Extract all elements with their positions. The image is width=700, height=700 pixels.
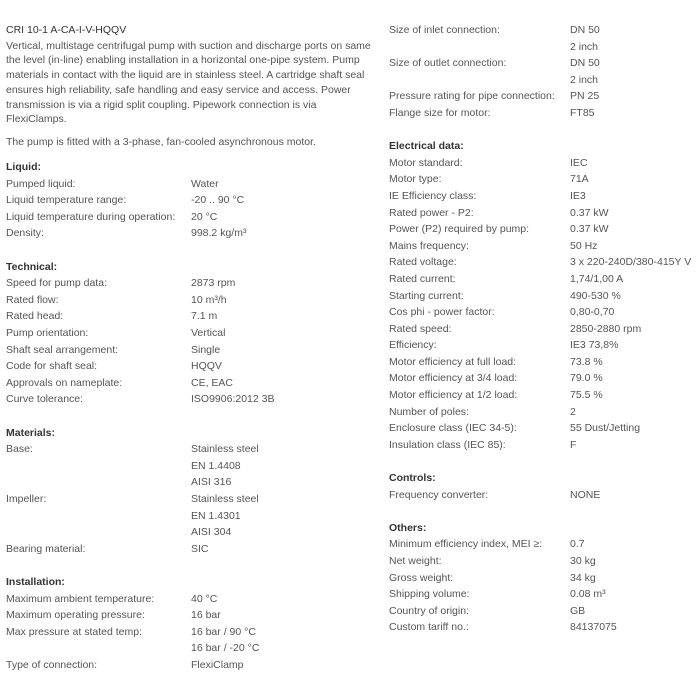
spec-value xyxy=(570,536,585,553)
spec-value-line: Single xyxy=(191,343,221,356)
spec-label: Efficiency: xyxy=(389,339,437,352)
spec-value-line: IE3 73,8% xyxy=(570,339,619,352)
spec-value xyxy=(570,337,618,354)
spec-row xyxy=(389,387,700,404)
spec-value xyxy=(570,22,600,55)
spec-value-line: AISI 304 xyxy=(191,526,232,539)
spec-row xyxy=(6,657,372,674)
spec-label: Base: xyxy=(6,443,33,456)
spec-label: Enclosure class (IEC 34-5): xyxy=(389,422,517,435)
spec-label: Shipping volume: xyxy=(389,588,470,601)
spec-value-line: AISI 316 xyxy=(191,476,232,489)
spec-value-line: F xyxy=(570,438,577,451)
spec-label: Maximum operating pressure: xyxy=(6,609,145,622)
spec-label: Impeller: xyxy=(6,492,47,505)
spec-label: Pumped liquid: xyxy=(6,177,76,190)
right-column xyxy=(389,22,700,636)
spec-value xyxy=(570,603,585,620)
spec-row xyxy=(389,619,700,636)
spec-value xyxy=(570,221,609,238)
spec-value-line: IEC xyxy=(570,156,588,169)
section-title: Controls: xyxy=(389,472,436,485)
spec-value xyxy=(191,441,259,491)
spec-value-line: 3 x 220-240D/380-415Y V xyxy=(570,256,692,269)
spec-label: Max pressure at stated temp: xyxy=(6,625,142,638)
spec-value xyxy=(570,205,609,222)
spec-value-line: 79.0 % xyxy=(570,372,603,385)
spec-value-line: EN 1.4301 xyxy=(191,509,241,522)
section-electrical xyxy=(389,138,700,453)
section-liquid xyxy=(6,159,372,242)
spec-label: Rated current: xyxy=(389,272,456,285)
spec-value-line: 0.7 xyxy=(570,538,585,551)
spec-value-line: 0.37 kW xyxy=(570,206,609,219)
spec-value xyxy=(191,225,246,242)
spec-value xyxy=(191,176,219,193)
spec-row xyxy=(6,209,372,226)
product-description: Vertical, multistage centrifugal pump with suction and discharge ports on same the level (in-line) enabling installation in a horizontal one-pipe system. Pump materials in contact with the liquid are in stainless steel. A cartridge shaft seal ensures high reliability, safe handling and easy service and access. Power transmission is via a rigid split coupling. Pipework connection is via FlexiClamps. xyxy=(6,39,371,126)
spec-row xyxy=(389,221,700,238)
section-technical xyxy=(6,259,372,408)
spec-value-line: Stainless steel xyxy=(191,443,259,456)
spec-row xyxy=(6,541,372,558)
spec-row xyxy=(6,176,372,193)
spec-value xyxy=(191,491,259,541)
spec-label: Motor efficiency at full load: xyxy=(389,355,517,368)
spec-value-line: 34 kg xyxy=(570,571,596,584)
spec-value-line: Vertical xyxy=(191,327,226,340)
spec-value-line: 16 bar xyxy=(191,609,221,622)
spec-value-line: Water xyxy=(191,177,219,190)
spec-value xyxy=(191,275,235,292)
spec-label: Country of origin: xyxy=(389,604,469,617)
section-controls xyxy=(389,470,700,503)
spec-value xyxy=(570,370,603,387)
spec-value-line: HQQV xyxy=(191,360,222,373)
spec-row xyxy=(6,491,372,541)
spec-value-line: SIC xyxy=(191,542,209,555)
spec-label: Liquid temperature during operation: xyxy=(6,210,176,223)
spec-value-line: 0.08 m³ xyxy=(570,588,606,601)
spec-label: Code for shaft seal: xyxy=(6,360,98,373)
spec-row xyxy=(389,55,700,88)
spec-row xyxy=(389,88,700,105)
spacer xyxy=(6,150,372,159)
spec-value xyxy=(570,155,588,172)
spec-value-line: DN 50 xyxy=(570,57,600,70)
spec-value xyxy=(570,271,623,288)
spacer xyxy=(6,557,372,574)
spec-value-line: EN 1.4408 xyxy=(191,459,241,472)
spec-value xyxy=(570,321,641,338)
spec-value-line: CE, EAC xyxy=(191,376,234,389)
spec-row xyxy=(389,254,700,271)
spec-value xyxy=(570,387,603,404)
spec-label: Size of outlet connection: xyxy=(389,57,507,70)
spec-row xyxy=(6,275,372,292)
spec-value xyxy=(570,188,586,205)
spec-row xyxy=(6,607,372,624)
spec-row xyxy=(6,391,372,408)
spec-value-line: 0.37 kW xyxy=(570,223,609,236)
spec-row xyxy=(389,420,700,437)
spec-value xyxy=(191,375,233,392)
spacer xyxy=(389,503,700,520)
spec-row xyxy=(389,271,700,288)
spec-row xyxy=(389,354,700,371)
spec-row xyxy=(389,22,700,55)
spec-value xyxy=(191,591,217,608)
spec-value xyxy=(191,541,209,558)
spec-value xyxy=(570,304,614,321)
spec-value-line: 2 inch xyxy=(570,40,599,53)
spec-row xyxy=(389,487,700,504)
spec-label: Liquid temperature range: xyxy=(6,194,127,207)
spec-value xyxy=(570,420,640,437)
spec-value-line: 2 inch xyxy=(570,73,599,86)
spec-value-line: 20 °C xyxy=(191,210,218,223)
spec-row xyxy=(389,188,700,205)
spec-label: Minimum efficiency index, MEI ≥: xyxy=(389,538,543,551)
spec-row xyxy=(389,570,700,587)
spec-value xyxy=(191,325,225,342)
spec-value-line: 30 kg xyxy=(570,555,596,567)
section-title: Liquid: xyxy=(6,161,41,174)
section-others xyxy=(389,520,700,636)
spec-value-line: 55 Dust/Jetting xyxy=(570,422,641,435)
spec-label: Motor type: xyxy=(389,173,442,186)
spec-label: Cos phi - power factor: xyxy=(389,306,495,319)
spec-row xyxy=(389,370,700,387)
spec-label: Custom tariff no.: xyxy=(389,621,469,634)
section-installation xyxy=(6,574,372,674)
spec-row xyxy=(6,375,372,392)
spec-value xyxy=(191,624,259,657)
spec-row xyxy=(389,321,700,338)
spec-label: Flange size for motor: xyxy=(389,106,491,119)
spec-label: Net weight: xyxy=(389,555,442,567)
spec-value xyxy=(191,308,217,325)
spec-value xyxy=(570,619,617,636)
spec-value-line: 2850-2880 rpm xyxy=(570,322,642,335)
spec-row xyxy=(6,225,372,242)
section-title: Others: xyxy=(389,521,427,534)
spec-value xyxy=(570,171,589,188)
spec-label: Maximum ambient temperature: xyxy=(6,592,155,605)
spec-row xyxy=(6,192,372,209)
spec-value xyxy=(570,553,596,570)
spec-value-line: -20 .. 90 °C xyxy=(191,194,245,207)
section-title: Electrical data: xyxy=(389,140,464,153)
spec-value xyxy=(570,55,600,88)
spec-row xyxy=(389,536,700,553)
spec-row xyxy=(6,308,372,325)
product-title: CRI 10-1 A-CA-I-V-HQQV xyxy=(6,24,127,36)
spec-label: Motor efficiency at 1/2 load: xyxy=(389,389,518,402)
spec-row xyxy=(6,358,372,375)
spec-value-line: 84137075 xyxy=(570,621,617,634)
spec-label: Gross weight: xyxy=(389,571,454,584)
spec-label: Frequency converter: xyxy=(389,488,489,501)
spec-label: Power (P2) required by pump: xyxy=(389,223,530,236)
spec-row xyxy=(389,404,700,421)
spec-value-line: GB xyxy=(570,604,586,617)
spec-label: Rated power - P2: xyxy=(389,206,474,219)
spec-value xyxy=(570,288,621,305)
spec-value-line: NONE xyxy=(570,488,601,501)
spec-value-line: 75.5 % xyxy=(570,389,603,402)
spec-label: IE Efficiency class: xyxy=(389,189,477,202)
spec-value-line: 2873 rpm xyxy=(191,277,236,290)
spec-label: Pressure rating for pipe connection: xyxy=(389,90,555,103)
spec-value-line: PN 25 xyxy=(570,90,600,103)
spec-value xyxy=(570,570,596,587)
motor-note: The pump is fitted with a 3-phase, fan-cooled asynchronous motor. xyxy=(6,136,316,149)
spec-value xyxy=(570,487,600,504)
spec-value-line: FT85 xyxy=(570,106,595,119)
spec-value xyxy=(570,354,603,371)
spec-value-line: 73.8 % xyxy=(570,355,603,368)
spec-label: Approvals on nameplate: xyxy=(6,376,123,389)
spacer xyxy=(6,408,372,425)
spacer xyxy=(389,453,700,470)
spec-value-line: 16 bar / -20 °C xyxy=(191,642,260,655)
spec-value-line: 50 Hz xyxy=(570,239,598,252)
spec-row xyxy=(389,553,700,570)
spec-value-line: Stainless steel xyxy=(191,492,259,505)
spec-value-line: ISO9906:2012 3B xyxy=(191,393,275,406)
spec-value-line: 0,80-0,70 xyxy=(570,306,615,319)
section-title: Materials: xyxy=(6,426,56,439)
spec-value xyxy=(191,342,220,359)
section-connections xyxy=(389,22,700,122)
spec-label: Shaft seal arrangement: xyxy=(6,343,119,356)
spec-row xyxy=(389,304,700,321)
spec-row xyxy=(389,155,700,172)
spec-row xyxy=(389,171,700,188)
spec-row xyxy=(389,288,700,305)
spec-value-line: 998.2 kg/m³ xyxy=(191,227,247,240)
spec-label: Type of connection: xyxy=(6,658,98,671)
spec-value xyxy=(191,607,221,624)
spec-label: Density: xyxy=(6,227,44,240)
spec-row xyxy=(389,337,700,354)
spec-value-line: 490-530 % xyxy=(570,289,621,302)
spec-label: Insulation class (IEC 85): xyxy=(389,438,506,451)
spec-row xyxy=(6,441,372,491)
spec-value-line: DN 50 xyxy=(570,24,600,36)
spec-label: Starting current: xyxy=(389,289,464,302)
spec-row xyxy=(6,591,372,608)
spec-value xyxy=(570,437,576,454)
spec-row xyxy=(389,437,700,454)
spec-label: Bearing material: xyxy=(6,542,86,555)
spec-row xyxy=(389,586,700,603)
spec-value-line: 71A xyxy=(570,173,589,186)
spec-value-line: IE3 xyxy=(570,189,586,202)
spec-value-line: 1,74/1,00 A xyxy=(570,272,624,285)
spec-value-line: 2 xyxy=(570,405,576,418)
spec-value-line: 7.1 m xyxy=(191,310,218,323)
spec-value-line: 10 m³/h xyxy=(191,293,227,306)
spec-value xyxy=(570,88,599,105)
spec-value xyxy=(191,209,217,226)
spec-label: Rated flow: xyxy=(6,293,59,306)
spec-row xyxy=(389,105,700,122)
spec-row xyxy=(6,342,372,359)
spec-label: Rated voltage: xyxy=(389,256,457,269)
spec-label: Mains frequency: xyxy=(389,239,469,252)
spec-label: Motor standard: xyxy=(389,156,463,169)
left-column xyxy=(6,22,372,673)
spec-value xyxy=(191,358,222,375)
spec-label: Rated head: xyxy=(6,310,64,323)
spec-value-line: 16 bar / 90 °C xyxy=(191,625,256,638)
section-materials xyxy=(6,425,372,558)
spec-label: Rated speed: xyxy=(389,322,452,335)
spec-row xyxy=(389,603,700,620)
spec-row xyxy=(389,238,700,255)
spec-value xyxy=(570,586,606,603)
spec-label: Number of poles: xyxy=(389,405,469,418)
spec-row xyxy=(389,205,700,222)
spec-value xyxy=(191,192,244,209)
spec-value xyxy=(191,657,244,674)
spec-row xyxy=(6,624,372,657)
spec-value xyxy=(191,292,227,309)
spec-row xyxy=(6,325,372,342)
spec-value-line: FlexiClamp xyxy=(191,658,244,671)
spec-value xyxy=(570,105,595,122)
spec-label: Pump orientation: xyxy=(6,327,89,340)
spacer xyxy=(389,122,700,139)
section-title: Installation: xyxy=(6,575,65,588)
spec-row xyxy=(6,292,372,309)
spec-label: Size of inlet connection: xyxy=(389,24,500,36)
spacer xyxy=(6,242,372,259)
spec-value xyxy=(570,254,691,271)
spec-label: Speed for pump data: xyxy=(6,277,107,290)
spec-value xyxy=(570,238,597,255)
section-title: Technical: xyxy=(6,260,58,273)
spec-value-line: 40 °C xyxy=(191,592,218,605)
spec-value xyxy=(191,391,274,408)
spec-value xyxy=(570,404,576,421)
spec-label: Motor efficiency at 3/4 load: xyxy=(389,372,518,385)
spec-label: Curve tolerance: xyxy=(6,393,84,406)
